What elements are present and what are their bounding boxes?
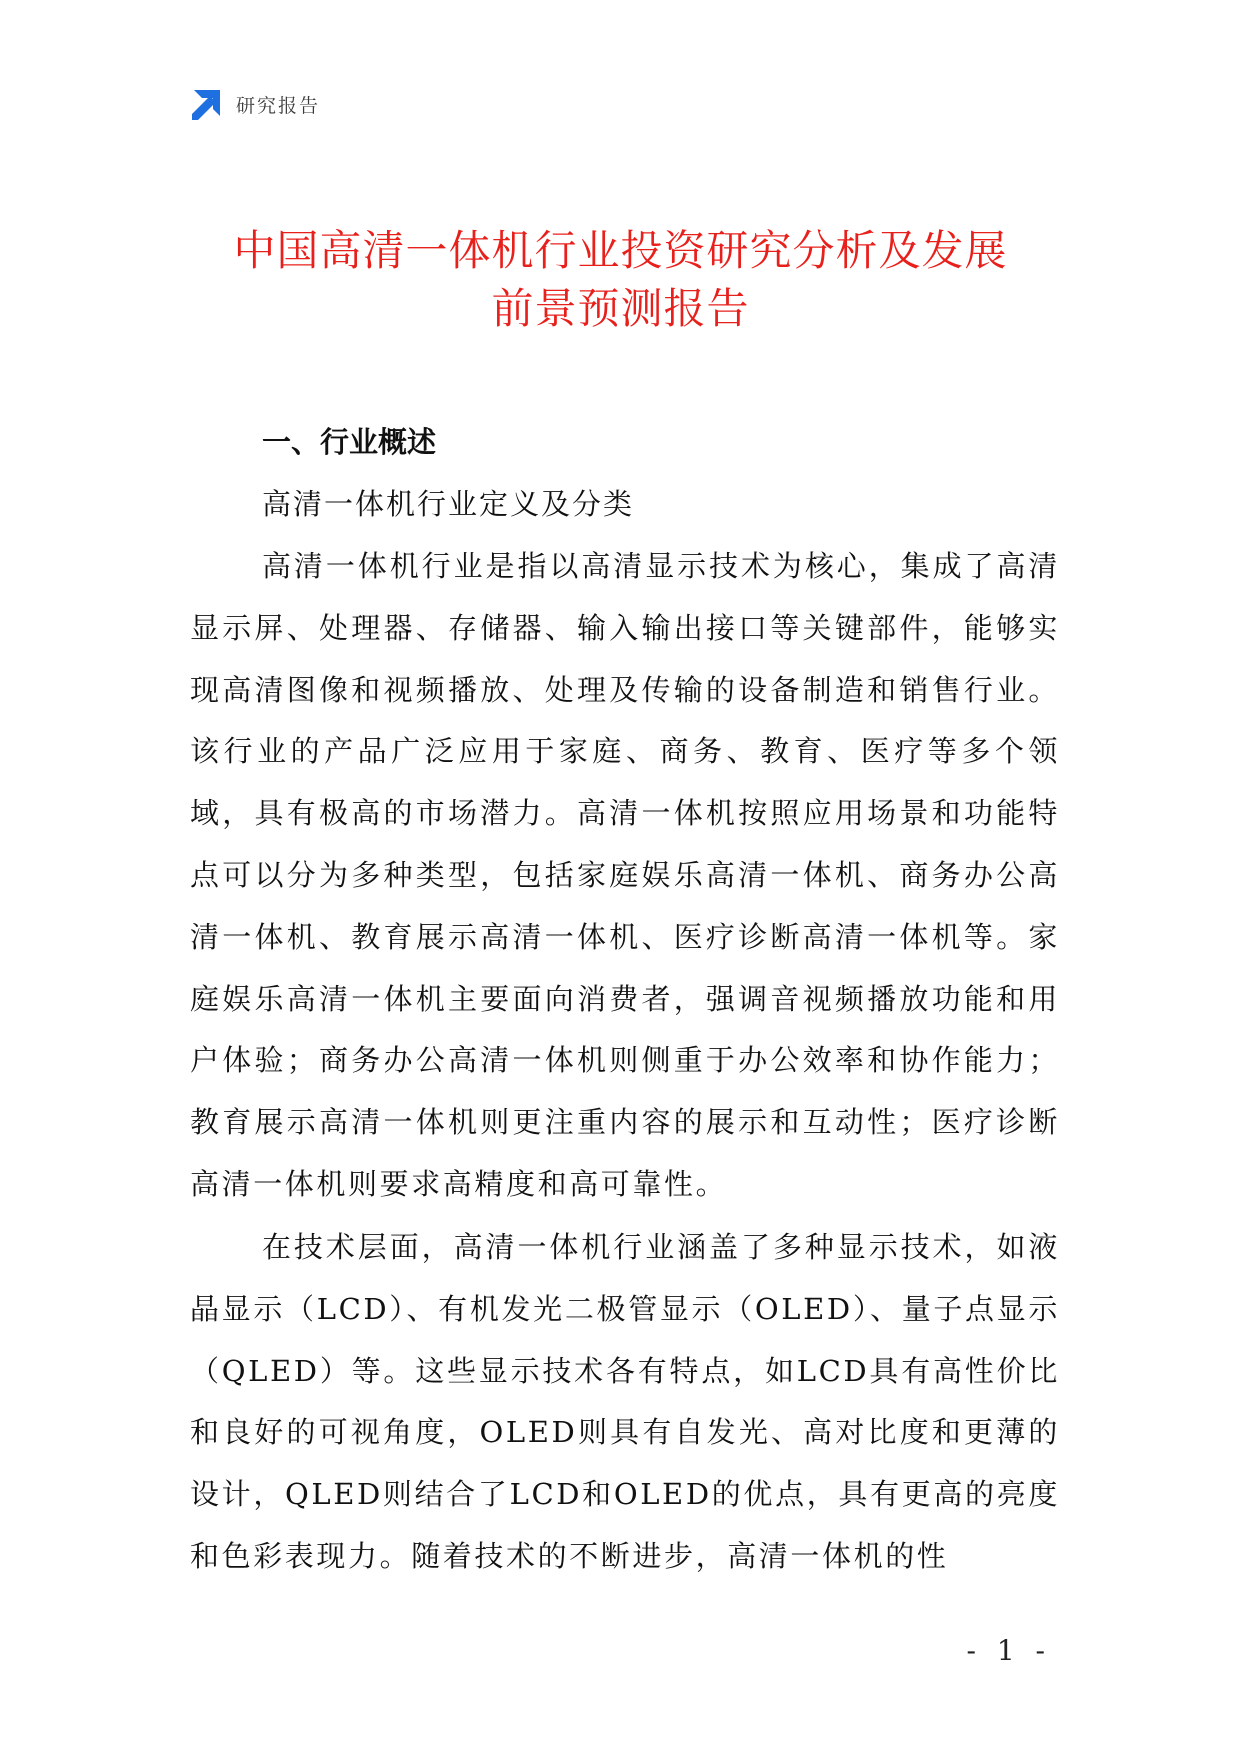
body-paragraph-1: 高清一体机行业是指以高清显示技术为核心，集成了高清显示屏、处理器、存储器、输入输出接口等关键部件，能够实现高清图像和视频播放、处理及传输的设备制造和销售行业。该行业的产品广泛应用于家庭、商务、教育、医疗等多个领域，具有极高的市场潜力。高清一体机按照应用场景和功能特点可以分为多种类型，包括家庭娱乐高清一体机、商务办公高清一体机、教育展示高清一体机、医疗诊断高清一体机等。家庭娱乐高清一体机主要面向消费者，强调音视频播放功能和用户体验；商务办公高清一体机则侧重于办公效率和协作能力；教育展示高清一体机则更注重内容的展示和互动性；医疗诊断高清一体机则要求高精度和高可靠性。 bbox=[190, 549, 1060, 1201]
title-line-1: 中国高清一体机行业投资研究分析及发展 bbox=[233, 226, 1008, 275]
section-heading: 一、行业概述 bbox=[262, 425, 437, 459]
header-label: 研究报告 bbox=[236, 94, 321, 117]
page-number: - 1 - bbox=[966, 1634, 1051, 1667]
body-paragraph-2: 在技术层面，高清一体机行业涵盖了多种显示技术，如液晶显示（LCD）、有机发光二极管显示（OLED）、量子点显示（QLED）等。这些显示技术各有特点，如LCD具有高性价比和良好的可视角度，OLED则具有自发光、高对比度和更薄的设计，QLED则结合了LCD和OLED的优点，具有更高的亮度和色彩表现力。随着技术的不断进步，高清一体机的性 bbox=[190, 1230, 1060, 1573]
document-title bbox=[0, 222, 1241, 338]
arrow-up-right-icon bbox=[190, 88, 222, 120]
page-header bbox=[190, 88, 320, 120]
title-line-2: 前景预测报告 bbox=[491, 284, 750, 333]
subheading: 高清一体机行业定义及分类 bbox=[262, 487, 635, 521]
